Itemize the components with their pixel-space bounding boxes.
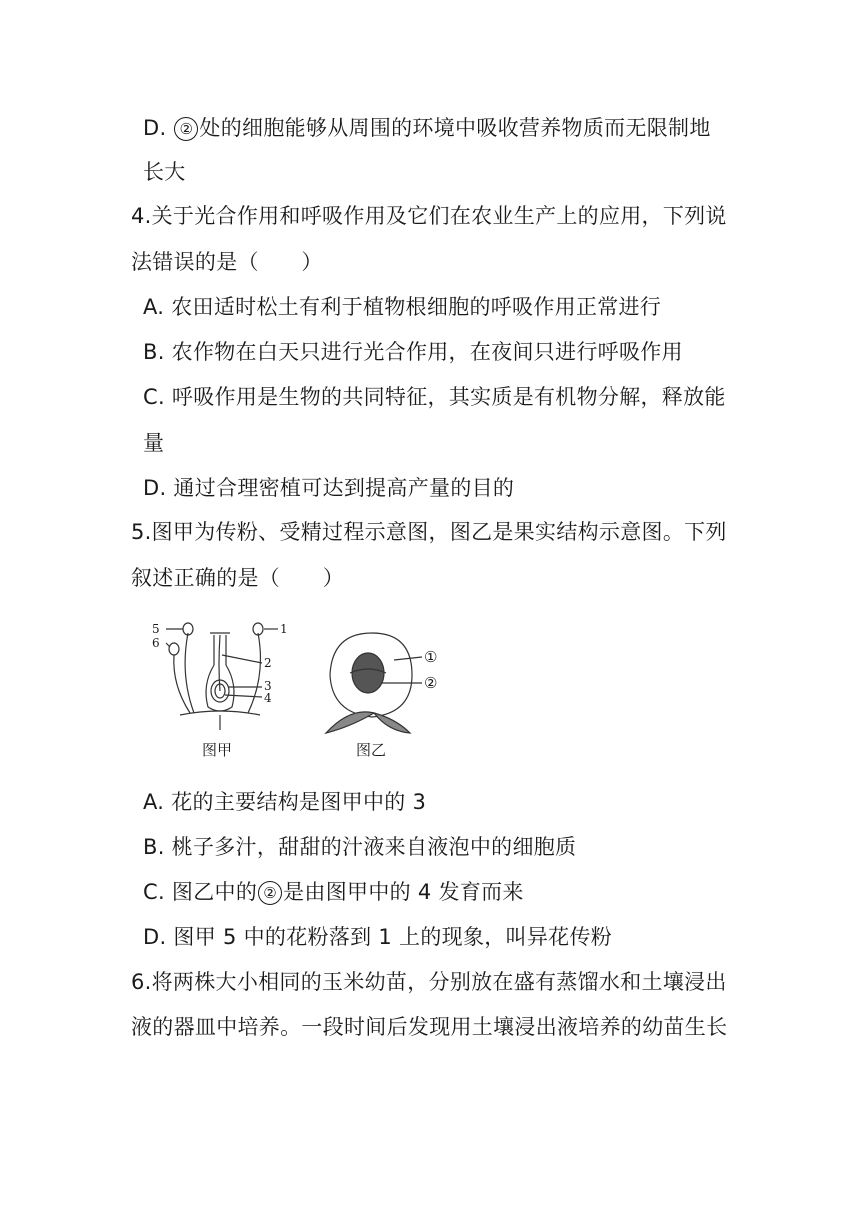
label-4: 4 bbox=[264, 691, 272, 705]
label-3: 3 bbox=[264, 679, 272, 693]
option-letter: D. bbox=[143, 116, 174, 140]
q5-option-c bbox=[143, 876, 524, 908]
q6-stem: 6.将两株大小相同的玉米幼苗，分别放在盛有蒸馏水和土壤浸出 bbox=[131, 970, 727, 994]
q3-option-d bbox=[143, 112, 711, 144]
option-text: 处的细胞能够从周围的环境中吸收营养物质而无限制地 bbox=[199, 116, 711, 140]
q4-option-b: B. 农作物在白天只进行光合作用，在夜间只进行呼吸作用 bbox=[143, 340, 683, 364]
label-6: 6 bbox=[152, 636, 160, 650]
leader-2 bbox=[222, 655, 262, 663]
pistil-outline bbox=[206, 635, 234, 711]
circled-number: ② bbox=[174, 117, 198, 141]
q3-option-d-cont: 长大 bbox=[143, 160, 186, 184]
anther-left-2 bbox=[169, 643, 179, 655]
leaf-right bbox=[374, 713, 410, 733]
leader-4 bbox=[225, 695, 262, 697]
pollination-diagram bbox=[166, 623, 278, 730]
q5-stem: 5.图甲为传粉、受精过程示意图，图乙是果实结构示意图。下列 bbox=[131, 520, 727, 544]
q4-option-a: A. 农田适时松土有利于植物根细胞的呼吸作用正常进行 bbox=[143, 295, 662, 319]
filament-left bbox=[185, 633, 194, 713]
circled-number: ② bbox=[258, 881, 282, 905]
q4-stem: 4.关于光合作用和呼吸作用及它们在农业生产上的应用，下列说 bbox=[131, 204, 727, 228]
option-text-rest: 是由图甲中的 4 发育而来 bbox=[283, 880, 524, 904]
q5-option-d: D. 图甲 5 中的花粉落到 1 上的现象，叫异花传粉 bbox=[143, 925, 613, 949]
leader-6 bbox=[166, 643, 170, 647]
q4-stem-cont: 法错误的是（ ） bbox=[131, 250, 323, 274]
seed bbox=[352, 653, 384, 693]
q5-option-b: B. 桃子多汁，甜甜的汁液来自液泡中的细胞质 bbox=[143, 835, 577, 859]
leaf-left bbox=[326, 712, 374, 733]
q6-stem-cont: 液的器皿中培养。一段时间后发现用土壤浸出液培养的幼苗生长 bbox=[131, 1015, 728, 1039]
filament-right bbox=[248, 633, 260, 713]
label-circle-2: ② bbox=[424, 674, 438, 692]
filament-left-2 bbox=[174, 655, 190, 713]
q5-stem-cont: 叙述正确的是（ ） bbox=[131, 566, 344, 590]
label-5: 5 bbox=[152, 622, 160, 636]
label-1: 1 bbox=[280, 622, 288, 636]
caption-figure-b: 图乙 bbox=[356, 741, 387, 759]
q4-option-d: D. 通过合理密植可达到提高产量的目的 bbox=[143, 476, 515, 500]
option-text: C. 图乙中的 bbox=[143, 880, 258, 904]
pollen-tube bbox=[219, 635, 220, 691]
label-circle-1: ① bbox=[424, 648, 438, 666]
q4-option-c: C. 呼吸作用是生物的共同特征，其实质是有机物分解，释放能 bbox=[143, 385, 726, 409]
label-2: 2 bbox=[264, 656, 272, 670]
leader-circle-1 bbox=[394, 657, 422, 660]
fruit-diagram bbox=[326, 633, 422, 733]
caption-figure-a: 图甲 bbox=[202, 741, 233, 759]
q4-option-c-cont: 量 bbox=[143, 431, 165, 455]
flower-fruit-figure bbox=[150, 615, 450, 765]
q5-option-a: A. 花的主要结构是图甲中的 3 bbox=[143, 790, 427, 814]
